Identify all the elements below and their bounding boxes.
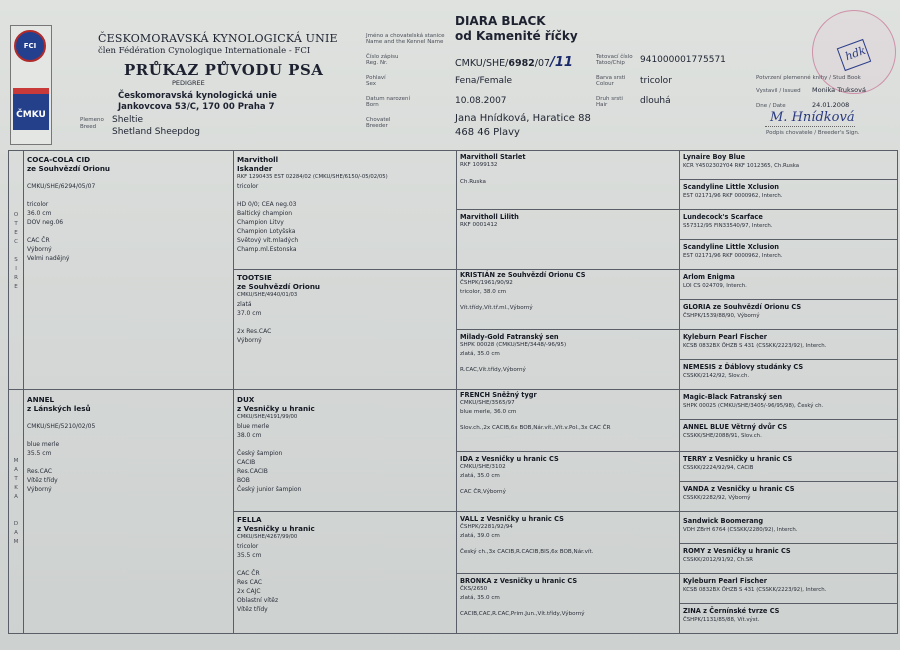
gen2-ancestor-cell bbox=[237, 395, 315, 494]
ancestor-info-line: Český šampion bbox=[237, 450, 283, 457]
gen2-ancestor-cell bbox=[237, 155, 388, 254]
ancestor-info-line: zlatá, 35.0 cm bbox=[460, 594, 500, 601]
dam-side-letter: M bbox=[13, 458, 19, 464]
ancestor-name: Kyleburn Pearl Fischer bbox=[683, 577, 767, 585]
ancestor-name: Marvitholl Starlet bbox=[460, 153, 526, 161]
sex-label-cz: Pohlaví bbox=[366, 75, 386, 81]
ancestor-name: ROMY z Vesničky u hranic CS bbox=[683, 547, 791, 555]
ancestor-info-line: ČSHPK/1131/85/88, Vít.výst. bbox=[683, 617, 760, 623]
breed-label-cz: Plemeno bbox=[80, 117, 104, 123]
ancestor-info-line: ČSHPK/2281/92/94 bbox=[460, 524, 513, 531]
ancestor-info-line bbox=[460, 296, 585, 304]
ancestor-name: TOOTSIE bbox=[237, 273, 272, 282]
ancestor-info-line: 2x CAJC bbox=[237, 588, 261, 595]
sire-info-line: Velmi nadějný bbox=[27, 255, 70, 262]
ancestor-info-line: tricolor bbox=[237, 543, 259, 550]
colour-label-cz: Barva srsti bbox=[596, 75, 626, 81]
ancestor-info-line: VDH ZBrH 6764 (CSSKK/2280/92), Interch. bbox=[683, 527, 798, 533]
org-member: člen Fédération Cynologique Internationale - FCI bbox=[98, 46, 311, 56]
ancestor-name: Marvitholl bbox=[237, 155, 279, 164]
birth-label-en: Born bbox=[366, 102, 379, 108]
tattoo-label-en: Tatoo/Chip bbox=[596, 60, 625, 66]
gen4-ancestor-cell bbox=[683, 363, 803, 381]
ancestor-info-line: R.CAC,Vít.třídy,Výborný bbox=[460, 367, 526, 374]
sire-info-line: CAC ČR bbox=[27, 237, 50, 244]
sire-side-letter: S bbox=[14, 257, 18, 263]
gen4-ancestor-cell bbox=[683, 485, 795, 503]
dam-side-letter: T bbox=[14, 476, 18, 482]
ancestor-name: Magic-Black Fatranský sen bbox=[683, 393, 783, 401]
dam-name: ANNEL bbox=[27, 395, 55, 404]
ancestor-name: Sandwick Boomerang bbox=[683, 517, 764, 525]
gen3-ancestor-cell bbox=[460, 333, 566, 375]
ancestor-name: Iskander bbox=[237, 164, 273, 173]
dog-name-line1: DIARA BLACK bbox=[455, 14, 546, 28]
gen4-ancestor-cell bbox=[683, 423, 787, 441]
cmku-logo-icon bbox=[13, 88, 49, 130]
breeder-line2: 468 46 Plavy bbox=[455, 127, 520, 138]
ancestor-info-line: EST 02171/96 RKF 0000962, Interch. bbox=[683, 253, 783, 259]
gen4-ancestor-cell bbox=[683, 517, 798, 535]
sire-side-letter: R bbox=[14, 275, 18, 281]
ancestor-name: Arlom Enigma bbox=[683, 273, 735, 281]
logo-panel bbox=[10, 25, 52, 145]
ancestor-info-line: HD 0/0; CEA neg.03 bbox=[237, 201, 297, 208]
ancestor-info-line: KCR Y4502302Y04 RKF 1012365, Ch.Ruska bbox=[683, 163, 800, 169]
sire-side-letter: T bbox=[14, 221, 18, 227]
dam-info-line bbox=[27, 431, 95, 440]
dam-kennel: z Lánských lesů bbox=[27, 404, 91, 413]
ancestor-name: Milady-Gold Fatranský sen bbox=[460, 333, 559, 341]
reg-label-en: Reg. Nr. bbox=[366, 60, 388, 66]
issuer-line1: Českomoravská kynologická unie bbox=[118, 91, 277, 101]
ancestor-info-line: CSSKK/SHE/2088/91, Slov.ch. bbox=[683, 433, 762, 439]
ancestor-name: KRISTIÁN ze Souhvězdí Orionu CS bbox=[460, 271, 586, 279]
birth-value: 10.08.2007 bbox=[455, 96, 507, 106]
gen4-ancestor-cell bbox=[683, 393, 823, 411]
tattoo-label-cz: Tetovací číslo bbox=[596, 54, 633, 60]
ancestor-info-line: CMKU/SHE/3102 bbox=[460, 464, 506, 471]
reg-suffix: /07 bbox=[534, 58, 551, 69]
ancestor-info-line bbox=[460, 416, 610, 424]
sire-info-line: DOV neg.06 bbox=[27, 219, 64, 226]
sire-side-letter: I bbox=[15, 266, 17, 272]
dam-info-line: 35.5 cm bbox=[27, 450, 52, 457]
dam-info-line: CMKU/SHE/5210/02/05 bbox=[27, 423, 96, 430]
ancestor-name: BRONKA z Vesničky u hranic CS bbox=[460, 577, 578, 585]
ancestor-info-line: CAC ČR,Výborný bbox=[460, 489, 506, 496]
ancestor-name: Lundecock's Scarface bbox=[683, 213, 763, 221]
birth-label-cz: Datum narození bbox=[366, 96, 410, 102]
dam-info-line: Vítěz třídy bbox=[27, 477, 58, 484]
ancestor-info-line: 35.5 cm bbox=[237, 552, 262, 559]
hair-label-en: Hair bbox=[596, 102, 608, 108]
ancestor-name: ANNEL BLUE Větrný dvůr CS bbox=[683, 423, 788, 431]
ancestor-info-line bbox=[237, 560, 315, 569]
breed-cz: Sheltie bbox=[112, 115, 144, 125]
reg-number-field bbox=[455, 55, 573, 70]
reg-label-cz: Číslo zápisu bbox=[366, 54, 399, 60]
gen4-ancestor-cell bbox=[683, 333, 826, 351]
ancestor-info-line: Český ch.,3x CACIB,R.CACIB,BIS,6x BOB,Nár.vít. bbox=[460, 549, 594, 556]
ancestor-name: Scandyline Little Xclusion bbox=[683, 183, 779, 191]
ancestor-info-line bbox=[460, 170, 526, 178]
ancestor-name: Marvitholl Lilith bbox=[460, 213, 519, 221]
ancestor-name: Lynaire Boy Blue bbox=[683, 153, 746, 161]
ancestor-info-line: RKF 1290435 EST 02284/02 (CMKU/SHE/6150/-05/02/05) bbox=[237, 174, 388, 180]
sire-info-line: 36.0 cm bbox=[27, 210, 52, 217]
ancestor-name: GLORIA ze Souhvězdí Orionu CS bbox=[683, 303, 802, 311]
dam-side-letter: D bbox=[13, 521, 19, 527]
issue-date: 24.01.2008 bbox=[812, 101, 850, 109]
ancestor-info-line: CMKU/SHE/3565/97 bbox=[460, 400, 515, 407]
ancestor-info-line: zlatá, 35.0 cm bbox=[460, 350, 500, 357]
ancestor-name: Scandyline Little Xclusion bbox=[683, 243, 779, 251]
ancestor-info-line: CMKU/SHE/4267/99/00 bbox=[237, 534, 298, 540]
ancestor-info-line: EST 02171/96 RKF 0000962, Interch. bbox=[683, 193, 783, 199]
ancestor-info-line: blue merle bbox=[237, 423, 270, 430]
ancestor-info-line: Baltický champion bbox=[237, 210, 293, 217]
ancestor-info-line: tricolor, 38.0 cm bbox=[460, 288, 507, 295]
dam-side-letter: A bbox=[14, 494, 18, 500]
dam-side-label bbox=[12, 457, 20, 547]
ancestor-info-line: Slov.ch.,2x CACIB,6x BOB,Nár.vít.,Vít.v.Pol.,3x CAC ČR bbox=[460, 425, 611, 432]
signature-line bbox=[765, 126, 855, 127]
ancestor-info-line: 38.0 cm bbox=[237, 432, 262, 439]
issuer-line2: Jankovcova 53/C, 170 00 Praha 7 bbox=[118, 102, 275, 112]
ancestor-info-line: zlatá, 35.0 cm bbox=[460, 472, 500, 479]
cmku-logo-text: ČMKU bbox=[16, 110, 46, 120]
ancestor-info-line bbox=[460, 480, 559, 488]
dam-info-line: Res.CAC bbox=[27, 468, 53, 475]
sire-side-letter: O bbox=[13, 212, 19, 218]
gen3-ancestor-cell bbox=[460, 153, 526, 186]
hair-label-cz: Druh srsti bbox=[596, 96, 623, 102]
ancestor-info-line: CSSKK/2282/92, Výborný bbox=[683, 495, 751, 501]
gen3-ancestor-cell bbox=[460, 271, 585, 313]
doc-subtitle: PEDIGREE bbox=[172, 79, 205, 87]
ancestor-info-line: Světový vít.mladých bbox=[237, 237, 299, 244]
ancestor-info-line: Výborný bbox=[237, 337, 262, 344]
ancestor-info-line: RKF 1099132 bbox=[460, 162, 498, 169]
ancestor-info-line: Český junior šampion bbox=[237, 486, 302, 493]
ancestor-name: Kyleburn Pearl Fischer bbox=[683, 333, 767, 341]
dam-info-line: Výborný bbox=[27, 486, 52, 493]
ancestor-info-line: ČSHPK/1539/88/90, Výborný bbox=[683, 313, 760, 319]
gen3-ancestor-cell bbox=[460, 213, 519, 230]
ancestor-info-line: Vítěz třídy bbox=[237, 606, 268, 613]
ancestor-info-line: 37.0 cm bbox=[237, 310, 262, 317]
dam-info-line: blue merle bbox=[27, 441, 60, 448]
breed-en: Shetland Sheepdog bbox=[112, 127, 200, 137]
ancestor-info-line: S57312/95 FIN33540/97, Interch. bbox=[683, 223, 773, 229]
sire-info-line: Výborný bbox=[27, 246, 52, 253]
ancestor-info-line: Champion Litvy bbox=[237, 219, 284, 226]
ancestor-info-line: CSSKK/2224/92/94, CACIB bbox=[683, 465, 754, 471]
ancestor-name: IDA z Vesničky u hranic CS bbox=[460, 455, 559, 463]
ancestor-info-line: ČSHPK/1961/90/92 bbox=[460, 280, 513, 287]
ancestor-info-line bbox=[237, 318, 320, 327]
date-label: Dne / Date bbox=[756, 103, 786, 109]
dam-cell bbox=[27, 395, 95, 494]
sign-label: Podpis chovatele / Breeder's Sign. bbox=[766, 130, 860, 136]
ancestor-info-line: Res CAC bbox=[237, 579, 263, 586]
dam-info-line bbox=[27, 458, 95, 467]
sire-info-line: CMKU/SHE/6294/05/07 bbox=[27, 183, 96, 190]
fci-logo-icon bbox=[14, 30, 46, 62]
ancestor-info-line: ČKS/2650 bbox=[460, 586, 488, 593]
ancestor-name: FRENCH Sněžný tygr bbox=[460, 391, 537, 399]
ancestor-name: DUX bbox=[237, 395, 255, 404]
ancestor-info-line bbox=[237, 191, 388, 200]
ancestor-info-line: SHPK 00025 (CMKU/SHE/3405/-96/95/98), Český ch. bbox=[683, 403, 824, 409]
ancestor-name: FELLA bbox=[237, 515, 262, 524]
breeder-signature: M. Hnídková bbox=[770, 110, 855, 125]
ancestor-name: TERRY z Vesničky u hranic CS bbox=[683, 455, 793, 463]
ancestor-info-line: CMKU/SHE/4940/01/03 bbox=[237, 292, 298, 298]
ancestor-name: VANDA z Vesničky u hranic CS bbox=[683, 485, 795, 493]
gen2-ancestor-cell bbox=[237, 515, 315, 614]
sire-kennel: ze Souhvězdí Orionu bbox=[27, 164, 111, 173]
gen3-ancestor-cell bbox=[460, 391, 610, 433]
ancestor-info-line: Res.CACIB bbox=[237, 468, 268, 475]
ancestor-info-line: CSSKK/2012/91/92, Ch.SR bbox=[683, 557, 754, 563]
pedigree-table bbox=[8, 150, 898, 634]
ancestor-name: NEMESIS z Ďáblovy studánky CS bbox=[683, 363, 804, 371]
gen4-ancestor-cell bbox=[683, 303, 801, 321]
ancestor-info-line: tricolor bbox=[237, 183, 259, 190]
ancestor-name: ZINA z Černínské tvrze CS bbox=[683, 607, 780, 615]
issued-by: Monika Truksová bbox=[812, 86, 866, 94]
ancestor-info-line: RKF 0001412 bbox=[460, 222, 498, 229]
ancestor-info-line bbox=[237, 440, 315, 449]
ancestor-info-line: zlatá bbox=[237, 301, 252, 308]
dam-side-letter: K bbox=[14, 485, 18, 491]
sire-side-letter: E bbox=[14, 230, 18, 236]
name-label-en: Name and the Kennel Name bbox=[366, 39, 444, 45]
ancestor-name: z Vesničky u hranic bbox=[237, 404, 315, 413]
ancestor-info-line: CACIB bbox=[237, 459, 256, 466]
gen4-ancestor-cell bbox=[683, 547, 791, 565]
dam-side-letter: A bbox=[14, 530, 18, 536]
ancestor-info-line bbox=[460, 602, 585, 610]
ancestor-info-line: Vít.třídy,Vít.tř.ml.,Výborný bbox=[460, 305, 533, 312]
colour-value: tricolor bbox=[640, 76, 672, 86]
reg-handwritten: /11 bbox=[550, 55, 573, 70]
reg-prefix: CMKU/SHE/ bbox=[455, 58, 509, 69]
reg-number: 6982 bbox=[508, 58, 535, 69]
stamp-initials: hdk bbox=[843, 43, 868, 64]
org-name: ČESKOMORAVSKÁ KYNOLOGICKÁ UNIE bbox=[98, 32, 338, 45]
dam-side-letter: A bbox=[14, 467, 18, 473]
sex-label-en: Sex bbox=[366, 81, 377, 87]
ancestor-info-line: Champion Lotyšska bbox=[237, 228, 296, 235]
ancestor-info-line bbox=[460, 358, 566, 366]
ancestor-info-line: blue merle, 36.0 cm bbox=[460, 408, 517, 415]
ancestor-info-line: SHPK 00028 (CMKU/SHE/3448/-96/95) bbox=[460, 342, 567, 349]
gen2-ancestor-cell bbox=[237, 273, 320, 345]
dam-side-letter: M bbox=[13, 539, 19, 545]
sire-info-line bbox=[27, 191, 110, 200]
ancestor-info-line: LOI CS 024709, Interch. bbox=[683, 283, 747, 289]
gen4-ancestor-cell bbox=[683, 213, 773, 231]
stud-book-label: Potvrzení plemenné knihy / Stud Book bbox=[756, 75, 861, 81]
ancestor-name: z Vesničky u hranic bbox=[237, 524, 315, 533]
sire-info-line bbox=[27, 227, 110, 236]
ancestor-name: ze Souhvězdí Orionu bbox=[237, 282, 321, 291]
gen3-ancestor-cell bbox=[460, 455, 559, 497]
ancestor-info-line bbox=[460, 540, 594, 548]
breed-label-en: Breed bbox=[80, 124, 97, 130]
sire-info-line: tricolor bbox=[27, 201, 49, 208]
gen4-ancestor-cell bbox=[683, 455, 792, 473]
ancestor-info-line: CAC ČR bbox=[237, 570, 260, 577]
gen3-ancestor-cell bbox=[460, 577, 585, 619]
gen4-ancestor-cell bbox=[683, 153, 799, 171]
gen4-ancestor-cell bbox=[683, 243, 783, 261]
sex-value: Fena/Female bbox=[455, 76, 513, 86]
ancestor-info-line: zlatá, 39.0 cm bbox=[460, 532, 500, 539]
fci-logo-text: FCI bbox=[23, 42, 37, 50]
hair-value: dlouhá bbox=[640, 96, 671, 106]
ancestor-info-line: 2x Res.CAC bbox=[237, 328, 272, 335]
sire-side-letter: C bbox=[14, 239, 18, 245]
gen4-ancestor-cell bbox=[683, 273, 747, 291]
breeder-line1: Jana Hnídková, Haratice 88 bbox=[455, 113, 591, 124]
ancestor-name: VALL z Vesničky u hranic CS bbox=[460, 515, 564, 523]
gen3-ancestor-cell bbox=[460, 515, 594, 557]
breeder-label-cz: Chovatel bbox=[366, 117, 391, 123]
sire-name: COCA-COLA CID bbox=[27, 155, 91, 164]
breeder-label-en: Breeder bbox=[366, 123, 388, 129]
ancestor-info-line: KCSB 0832BX ÖHZB S 431 (CSSKK/2223/92), Interch. bbox=[683, 587, 827, 593]
colour-label-en: Colour bbox=[596, 81, 614, 87]
gen4-ancestor-cell bbox=[683, 607, 779, 625]
dog-name-line2: od Kamenité říčky bbox=[455, 29, 578, 43]
ancestor-info-line: CACIB,CAC,R.CAC,Prim.Jun.,Vít.třídy,Výborný bbox=[460, 611, 585, 618]
doc-title: PRŮKAZ PŮVODU PSA bbox=[124, 61, 324, 79]
ancestor-info-line: CMKU/SHE/4191/99/00 bbox=[237, 414, 298, 420]
gen4-ancestor-cell bbox=[683, 577, 826, 595]
sire-side-letter: E bbox=[14, 284, 18, 290]
sire-cell bbox=[27, 155, 110, 263]
ancestor-info-line: BOB bbox=[237, 477, 250, 484]
sire-side-label bbox=[12, 211, 20, 292]
ancestor-info-line: KCSB 0832BX ÖHZB S 431 (CSSKK/2223/92), Interch. bbox=[683, 343, 827, 349]
gen4-ancestor-cell bbox=[683, 183, 783, 201]
ancestor-info-line: Champ.ml.Estonska bbox=[237, 246, 297, 253]
name-label-cz: Jméno a chovatelská stanice bbox=[366, 33, 445, 39]
issued-label: Vystavil / Issued bbox=[756, 88, 801, 94]
ancestor-info-line: Ch.Ruska bbox=[460, 178, 486, 185]
ancestor-info-line: Oblastní vítěz bbox=[237, 597, 279, 604]
ancestor-info-line: CSSKK/2142/92, Slov.ch. bbox=[683, 373, 750, 379]
chip-number: 941000001775571 bbox=[640, 55, 726, 65]
